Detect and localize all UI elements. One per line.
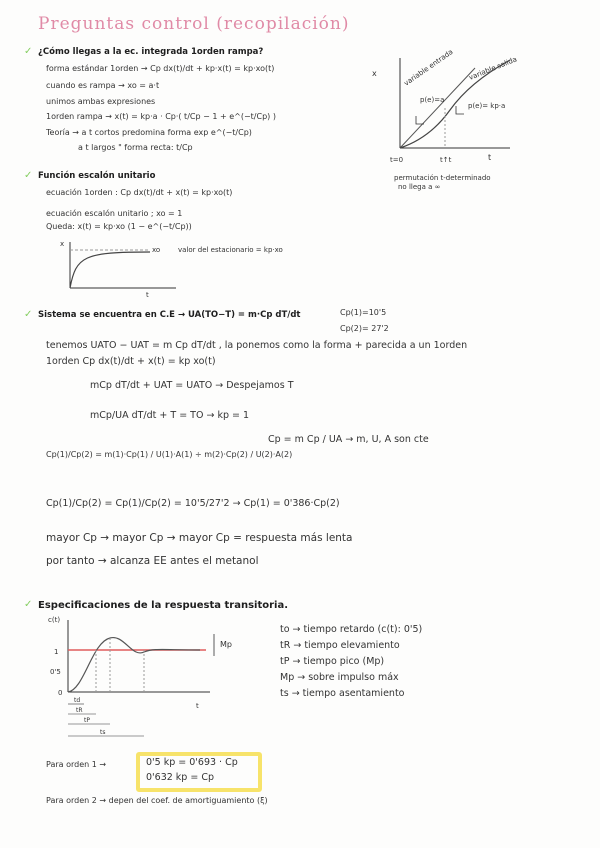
def-item: ts → tiempo asentamiento: [280, 688, 405, 699]
mp-label: Mp: [220, 640, 232, 649]
t1-label: t↑t: [440, 156, 452, 164]
slope-2: p(e)= kp·a: [468, 102, 506, 110]
text-line: a t largos " forma recta: t/Cp: [78, 143, 193, 152]
cp2-value: Cp(2)= 27'2: [340, 324, 389, 333]
orden1-label: Para orden 1 →: [46, 760, 107, 769]
page-title: Preguntas control (recopilación): [38, 14, 350, 34]
output-label: variable salida: [467, 55, 519, 82]
def-item: tP → tiempo pico (Mp): [280, 656, 385, 667]
slope-triangle: [416, 116, 424, 124]
text-line: Cp = m Cp / UA → m, U, A son cte: [268, 434, 429, 445]
orden2-line: Para orden 2 → depen del coef. de amortiguamiento (ξ): [46, 796, 268, 805]
ramp-graph: [360, 38, 560, 198]
text-line: por tanto → alcanza EE antes el metanol: [46, 555, 259, 567]
slope-triangle: [456, 106, 464, 114]
check-icon: ✓: [24, 170, 33, 181]
text-line: Cp(1)/Cp(2) = m(1)·Cp(1) / U(1)·A(1) ÷ m(2)·Cp(2) / U(2)·A(2): [46, 450, 293, 459]
section-heading-ce: Sistema se encuentra en C.E → UA(TO−T) = m·Cp dT/dt: [38, 310, 301, 320]
text-line: Cp(1)/Cp(2) = Cp(1)/Cp(2) = 10'5/27'2 → Cp(1) = 0'386·Cp(2): [46, 498, 340, 509]
step-curve: [70, 252, 150, 288]
y-axis-label: x: [372, 69, 377, 78]
td-label: td: [74, 697, 81, 704]
asym-label: xo: [152, 246, 161, 254]
text-line: Queda: x(t) = kp·xo (1 − e^(−t/Cp)): [46, 222, 192, 231]
caption: permutación t-determinado: [394, 174, 491, 182]
text-line: ecuación 1orden : Cp dx(t)/dt + x(t) = kp·xo(t): [46, 188, 233, 197]
text-line: 1orden rampa → x(t) = kp·a · Cp·( t/Cp − 1 + e^(−t/Cp) ): [46, 112, 276, 121]
check-icon: ✓: [24, 309, 33, 320]
slope-1: p(e)=a: [420, 96, 445, 104]
text-line: forma estándar 1orden → Cp dx(t)/dt + kp·x(t) = kp·xo(t): [46, 64, 275, 73]
y-axis-label: x: [60, 240, 65, 248]
orden1-a: 0'5 kp = 0'693 · Cp: [146, 757, 238, 768]
section-heading-especificaciones: Especificaciones de la respuesta transitoria.: [38, 600, 289, 611]
asym-note: valor del estacionario = kp·xo: [178, 246, 283, 254]
text-line: ecuación escalón unitario ; xo = 1: [46, 209, 183, 218]
t-axis-label: t: [196, 702, 199, 710]
y-axis-label: c(t): [48, 616, 61, 624]
response-curve: [68, 638, 200, 692]
section-heading-rampa: ¿Cómo llegas a la ec. integrada 1orden rampa?: [38, 47, 264, 57]
caption: no llega a ∞: [398, 183, 441, 191]
t0-label: t=0: [390, 156, 404, 164]
check-icon: ✓: [24, 46, 33, 57]
text-line: cuando es rampa → xo = a·t: [46, 81, 160, 90]
text-line: Teoría → a t cortos predomina forma exp e^(−t/Cp): [46, 128, 252, 137]
section-heading-escalon: Función escalón unitario: [38, 171, 156, 181]
tr-label: tR: [76, 707, 83, 714]
input-label: variable entrada: [402, 47, 455, 88]
transient-graph: [40, 612, 280, 742]
def-item: tR → tiempo elevamiento: [280, 640, 400, 651]
tp-label: tP: [84, 717, 90, 724]
t-axis-label: t: [488, 153, 492, 162]
y05-tick: 0'5: [50, 668, 61, 676]
cp1-value: Cp(1)=10'5: [340, 308, 387, 317]
orden1-b: 0'632 kp = Cp: [146, 772, 215, 783]
text-line: mayor Cp → mayor Cp → mayor Cp = respuesta más lenta: [46, 532, 353, 544]
text-line: 1orden Cp dx(t)/dt + x(t) = kp xo(t): [46, 356, 216, 367]
text-line: mCp dT/dt + UAT = UATO → Despejamos T: [90, 380, 294, 391]
def-item: to → tiempo retardo (c(t): 0'5): [280, 624, 423, 635]
text-line: tenemos UATO − UAT = m Cp dT/dt , la ponemos como la forma + parecida a un 1orden: [46, 340, 468, 351]
text-line: unimos ambas expresiones: [46, 97, 156, 106]
t-axis-label: t: [146, 291, 149, 298]
check-icon: ✓: [24, 599, 33, 610]
step-graph: [56, 236, 346, 298]
def-item: Mp → sobre impulso máx: [280, 672, 399, 683]
y1-tick: 1: [54, 648, 59, 656]
ts-label: ts: [100, 729, 106, 736]
y0-tick: 0: [58, 689, 63, 697]
text-line: mCp/UA dT/dt + T = TO → kp = 1: [90, 410, 250, 421]
